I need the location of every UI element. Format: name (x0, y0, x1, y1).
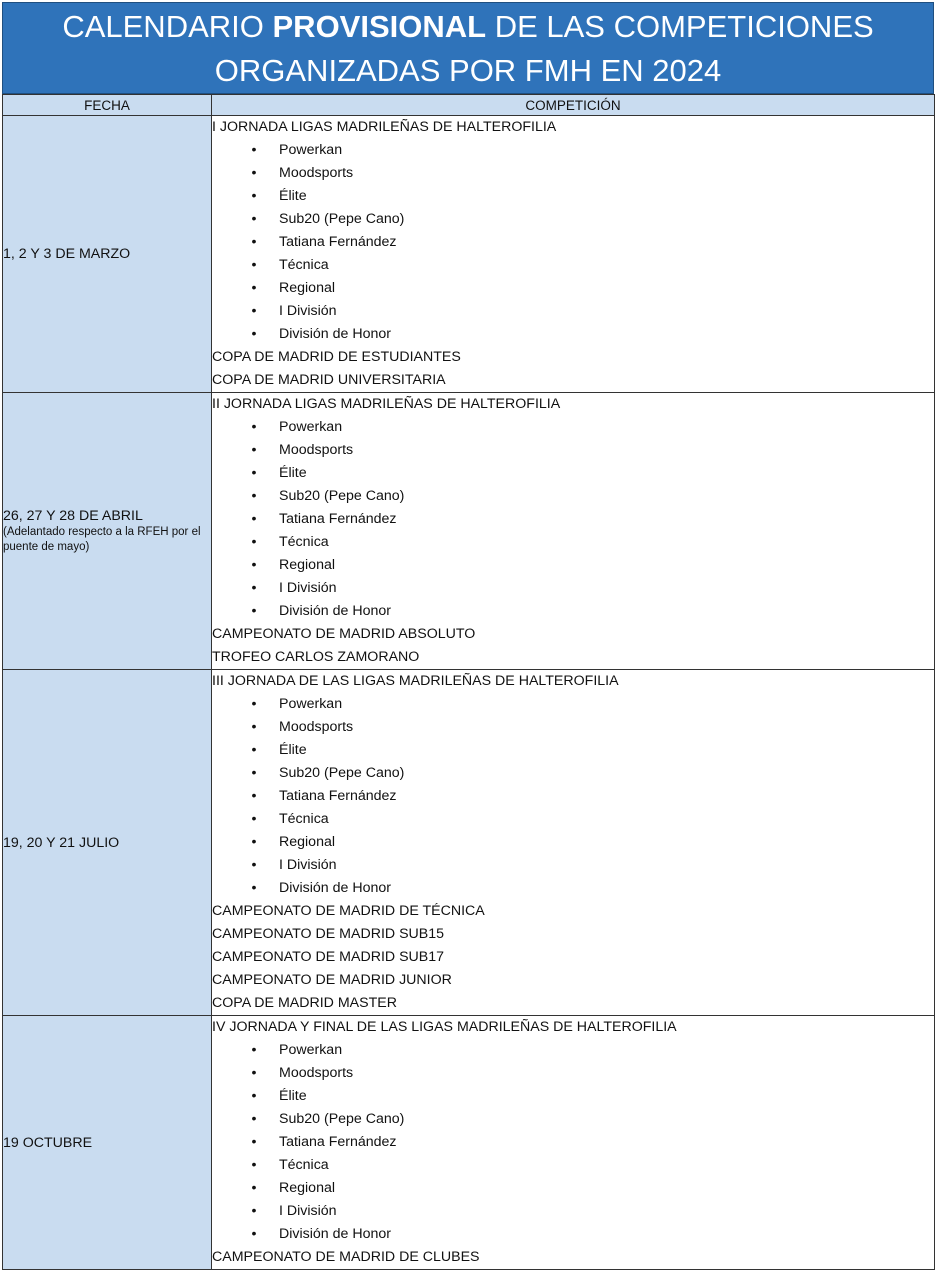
bullet-icon: • (251, 142, 257, 158)
league-item (212, 1062, 934, 1085)
bullet-icon: • (251, 603, 257, 619)
league-item (212, 554, 934, 577)
bullet-icon: • (251, 1180, 257, 1196)
title-part-2: DE LAS COMPETICIONES (486, 9, 874, 44)
header-fecha: FECHA (3, 95, 212, 116)
league-item (212, 1200, 934, 1223)
league-name: Sub20 (Pepe Cano) (279, 765, 405, 781)
league-item (212, 1154, 934, 1177)
league-item (212, 185, 934, 208)
league-item (212, 277, 934, 300)
league-name: Técnica (279, 257, 329, 273)
league-name: Powerkan (279, 419, 343, 435)
table-row (3, 116, 935, 393)
league-name: Tatiana Fernández (279, 788, 397, 804)
league-item (212, 254, 934, 277)
title-banner (2, 2, 934, 94)
bullet-icon: • (251, 765, 257, 781)
league-name: Técnica (279, 811, 329, 827)
league-item (212, 762, 934, 785)
date-text: 19 OCTUBRE (3, 1134, 93, 1151)
event-item: CAMPEONATO DE MADRID JUNIOR (212, 972, 452, 988)
bullet-icon: • (251, 1157, 257, 1173)
header-row (3, 95, 935, 116)
competition-cell (212, 1016, 935, 1270)
bullet-icon: • (251, 1203, 257, 1219)
league-name: Técnica (279, 534, 329, 550)
league-item (212, 231, 934, 254)
bullet-icon: • (251, 465, 257, 481)
event-item: CAMPEONATO DE MADRID SUB15 (212, 926, 445, 942)
bullet-icon: • (251, 1111, 257, 1127)
competition-cell (212, 116, 935, 393)
bullet-icon: • (251, 488, 257, 504)
league-name: División de Honor (279, 603, 391, 619)
bullet-icon: • (251, 257, 257, 273)
league-item (212, 162, 934, 185)
bullet-icon: • (251, 1226, 257, 1242)
league-name: Élite (279, 465, 307, 481)
date-note: (Adelantado respecto a la RFEH por el puente de mayo) (3, 526, 201, 553)
league-name: I División (279, 1203, 337, 1219)
league-name: Tatiana Fernández (279, 234, 397, 250)
bullet-icon: • (251, 857, 257, 873)
league-item (212, 300, 934, 323)
event-item: CAMPEONATO DE MADRID SUB17 (212, 949, 445, 965)
jornada-heading: I JORNADA LIGAS MADRILEÑAS DE HALTEROFILIA (212, 119, 557, 135)
event-item: COPA DE MADRID DE ESTUDIANTES (212, 349, 461, 365)
jornada-heading: IV JORNADA Y FINAL DE LAS LIGAS MADRILEÑAS DE HALTEROFILIA (212, 1019, 677, 1035)
league-item (212, 1223, 934, 1246)
league-name: Sub20 (Pepe Cano) (279, 488, 405, 504)
league-item (212, 693, 934, 716)
league-item (212, 462, 934, 485)
league-list (212, 693, 934, 900)
league-item (212, 1177, 934, 1200)
bullet-icon: • (251, 557, 257, 573)
league-item (212, 1131, 934, 1154)
title-part-1: CALENDARIO (62, 9, 273, 44)
table-row (3, 393, 935, 670)
league-name: Élite (279, 742, 307, 758)
bullet-icon: • (251, 696, 257, 712)
league-name: Élite (279, 188, 307, 204)
league-item (212, 1085, 934, 1108)
league-name: Técnica (279, 1157, 329, 1173)
league-item (212, 416, 934, 439)
league-name: Moodsports (279, 719, 354, 735)
jornada-heading: III JORNADA DE LAS LIGAS MADRILEÑAS DE HALTEROFILIA (212, 673, 619, 689)
league-name: Regional (279, 834, 336, 850)
event-item: CAMPEONATO DE MADRID DE CLUBES (212, 1249, 480, 1265)
date-cell (3, 670, 212, 1016)
league-item (212, 716, 934, 739)
date-cell (3, 116, 212, 393)
league-name: Powerkan (279, 696, 343, 712)
header-competicion: COMPETICIÓN (212, 95, 935, 116)
league-name: Tatiana Fernández (279, 511, 397, 527)
bullet-icon: • (251, 511, 257, 527)
league-item (212, 485, 934, 508)
league-item (212, 854, 934, 877)
league-item (212, 139, 934, 162)
league-item (212, 577, 934, 600)
league-name: Moodsports (279, 165, 354, 181)
title-line-1 (3, 5, 933, 49)
league-name: I División (279, 580, 337, 596)
league-name: Powerkan (279, 142, 343, 158)
league-name: I División (279, 857, 337, 873)
date-cell (3, 393, 212, 670)
league-name: Powerkan (279, 1042, 343, 1058)
league-name: División de Honor (279, 880, 391, 896)
date-text: 26, 27 Y 28 DE ABRIL (3, 508, 143, 524)
event-item: TROFEO CARLOS ZAMORANO (212, 649, 420, 665)
bullet-icon: • (251, 280, 257, 296)
league-item (212, 508, 934, 531)
event-item: COPA DE MADRID UNIVERSITARIA (212, 372, 446, 388)
league-name: Moodsports (279, 1065, 354, 1081)
league-item (212, 831, 934, 854)
league-item (212, 877, 934, 900)
league-name: I División (279, 303, 337, 319)
jornada-heading: II JORNADA LIGAS MADRILEÑAS DE HALTEROFILIA (212, 396, 561, 412)
competition-cell (212, 393, 935, 670)
league-list (212, 139, 934, 346)
bullet-icon: • (251, 719, 257, 735)
bullet-icon: • (251, 834, 257, 850)
bullet-icon: • (251, 580, 257, 596)
league-item (212, 1108, 934, 1131)
league-name: Moodsports (279, 442, 354, 458)
table-row (3, 1016, 935, 1270)
title-line-2: ORGANIZADAS POR FMH EN 2024 (214, 53, 722, 88)
league-item (212, 1039, 934, 1062)
league-name: Regional (279, 280, 336, 296)
league-item (212, 785, 934, 808)
league-name: Élite (279, 1088, 307, 1104)
league-name: División de Honor (279, 326, 391, 342)
date-text: 19, 20 Y 21 JULIO (3, 834, 120, 851)
bullet-icon: • (251, 534, 257, 550)
bullet-icon: • (251, 1088, 257, 1104)
bullet-icon: • (251, 442, 257, 458)
event-item: CAMPEONATO DE MADRID ABSOLUTO (212, 626, 476, 642)
league-name: Regional (279, 1180, 336, 1196)
league-item (212, 208, 934, 231)
title-bold-word: PROVISIONAL (272, 9, 487, 44)
bullet-icon: • (251, 1042, 257, 1058)
bullet-icon: • (251, 811, 257, 827)
bullet-icon: • (251, 880, 257, 896)
event-item: COPA DE MADRID MASTER (212, 995, 397, 1011)
bullet-icon: • (251, 742, 257, 758)
competition-cell (212, 670, 935, 1016)
league-name: Regional (279, 557, 336, 573)
bullet-icon: • (251, 419, 257, 435)
table-row (3, 670, 935, 1016)
bullet-icon: • (251, 326, 257, 342)
bullet-icon: • (251, 234, 257, 250)
bullet-icon: • (251, 211, 257, 227)
date-text: 1, 2 Y 3 DE MARZO (3, 246, 131, 262)
bullet-icon: • (251, 1134, 257, 1150)
league-list (212, 1039, 934, 1246)
bullet-icon: • (251, 1065, 257, 1081)
event-item: CAMPEONATO DE MADRID DE TÉCNICA (212, 903, 485, 919)
bullet-icon: • (251, 188, 257, 204)
league-item (212, 808, 934, 831)
league-name: Sub20 (Pepe Cano) (279, 1111, 405, 1127)
bullet-icon: • (251, 303, 257, 319)
bullet-icon: • (251, 165, 257, 181)
league-item (212, 600, 934, 623)
league-name: Sub20 (Pepe Cano) (279, 211, 405, 227)
calendar-table (2, 94, 935, 1270)
league-item (212, 439, 934, 462)
league-name: División de Honor (279, 1226, 391, 1242)
date-cell (3, 1016, 212, 1270)
bullet-icon: • (251, 788, 257, 804)
league-item (212, 739, 934, 762)
league-list (212, 416, 934, 623)
league-item (212, 531, 934, 554)
league-item (212, 323, 934, 346)
league-name: Tatiana Fernández (279, 1134, 397, 1150)
